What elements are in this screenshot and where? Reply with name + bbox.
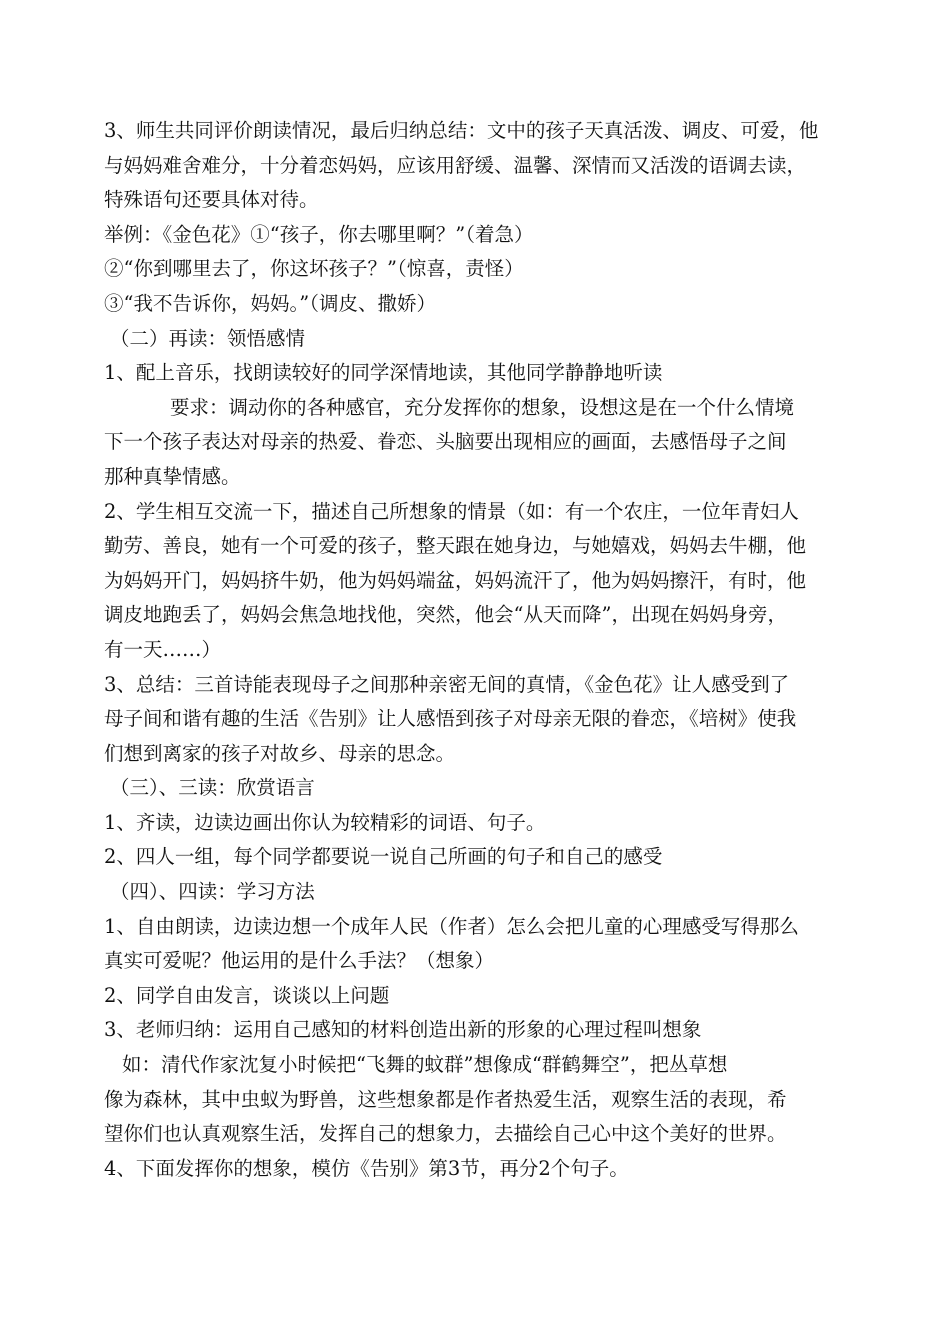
paragraph-line: 调皮地跑丢了，妈妈会焦急地找他，突然，他会“从天而降”，出现在妈妈身旁， xyxy=(104,603,787,627)
paragraph-line: 2、四人一组，每个同学都要说一说自己所画的句子和自己的感受 xyxy=(104,845,663,869)
paragraph-line: 像为森林，其中虫蚁为野兽，这些想象都是作者热爱生活，观察生活的表现，希 xyxy=(104,1087,787,1111)
paragraph-line: 勤劳、善良，她有一个可爱的孩子，整天跟在她身边，与她嬉戏，妈妈去牛棚，他 xyxy=(104,534,807,558)
paragraph-line: 要求：调动你的各种感官，充分发挥你的想象，设想这是在一个什么情境 xyxy=(170,395,795,419)
paragraph-line: 3、总结：三首诗能表现母子之间那种亲密无间的真情，《金色花》让人感受到了 xyxy=(104,672,790,696)
paragraph-line: 真实可爱呢？他运用的是什么手法？（想象） xyxy=(104,949,495,973)
paragraph-line: 2、学生相互交流一下，描述自己所想象的情景（如：有一个农庄，一位年青妇人 xyxy=(104,499,799,523)
paragraph-line: 与妈妈难舍难分，十分着恋妈妈，应该用舒缓、温馨、深情而又活泼的语调去读， xyxy=(104,153,807,177)
paragraph-line: 如：清代作家沈复小时候把“飞舞的蚊群”想像成“群鹤舞空”，把丛草想 xyxy=(122,1053,728,1077)
paragraph-line: 有一天……） xyxy=(104,637,222,661)
section-heading: （三）、三读：欣赏语言 xyxy=(110,776,315,800)
paragraph-line: 们想到离家的孩子对故乡、母亲的思念。 xyxy=(104,741,456,765)
document-body xyxy=(104,114,850,1186)
example-line: ②“你到哪里去了，你这坏孩子？”（惊喜，责怪） xyxy=(104,257,524,281)
paragraph-line: 1、齐读，边读边画出你认为较精彩的词语、句子。 xyxy=(104,810,546,834)
section-heading: （二）再读：领悟感情 xyxy=(110,326,306,350)
paragraph-line: 1、自由朗读，边读边想一个成年人民（作者）怎么会把儿童的心理感受写得那么 xyxy=(104,914,799,938)
example-line: 举例：《金色花》①“孩子，你去哪里啊？”（着急） xyxy=(104,222,534,246)
paragraph-line: 1、配上音乐，找朗读较好的同学深情地读，其他同学静静地听读 xyxy=(104,361,663,385)
paragraph-line: 为妈妈开门，妈妈挤牛奶，他为妈妈端盆，妈妈流汗了，他为妈妈擦汗，有时，他 xyxy=(104,568,807,592)
paragraph-line: 3、老师归纳：运用自己感知的材料创造出新的形象的心理过程叫想象 xyxy=(104,1018,702,1042)
example-line: ③“我不告诉你，妈妈。”（调皮、撒娇） xyxy=(104,291,436,315)
section-heading: （四）、四读：学习方法 xyxy=(110,880,315,904)
paragraph-line: 那种真挚情感。 xyxy=(104,464,241,488)
paragraph-line: 4、下面发挥你的想象，模仿《告别》第3节，再分2个句子。 xyxy=(104,1156,629,1180)
paragraph-line: 2、同学自由发言，谈谈以上问题 xyxy=(104,983,390,1007)
paragraph-line: 特殊语句还要具体对待。 xyxy=(104,188,319,212)
paragraph-line: 下一个孩子表达对母亲的热爱、眷恋、头脑要出现相应的画面，去感悟母子之间 xyxy=(104,430,787,454)
paragraph-line: 3、师生共同评价朗读情况，最后归纳总结：文中的孩子天真活泼、调皮、可爱，他 xyxy=(104,119,819,142)
paragraph-line: 望你们也认真观察生活，发挥自己的想象力，去描绘自己心中这个美好的世界。 xyxy=(104,1122,787,1146)
paragraph-line: 母子间和谐有趣的生活《告别》让人感悟到孩子对母亲无限的眷恋，《培树》使我 xyxy=(104,707,797,731)
